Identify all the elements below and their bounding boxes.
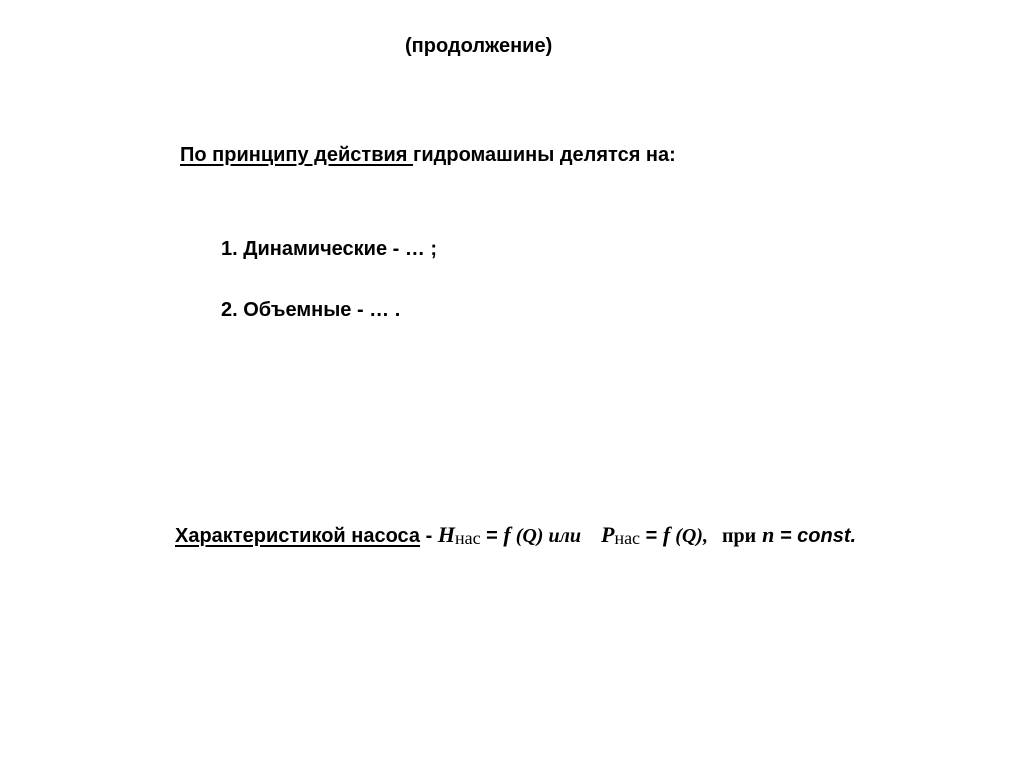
subscript-nas-1: нас	[454, 528, 481, 548]
intro-sentence	[180, 143, 676, 167]
argument-1: (Q) или	[510, 525, 581, 547]
equals-1: =	[480, 525, 504, 547]
intro-text: гидромашины делятся на:	[413, 144, 676, 166]
pump-characteristic-formula	[175, 523, 856, 548]
intro-underlined-text: По принципу действия	[180, 144, 414, 166]
symbol-H: H	[437, 522, 455, 547]
function-f-2: f	[662, 522, 671, 547]
list-item-dynamic: 1. Динамические - … ;	[221, 238, 438, 260]
formula-tail: = const.	[774, 525, 857, 547]
symbol-n: n	[762, 522, 775, 547]
symbol-P: P	[600, 522, 615, 547]
list-item-volumetric: 2. Объемные - … .	[221, 299, 401, 321]
formula-dash: -	[420, 525, 438, 547]
formula-term: Характеристикой насоса	[175, 525, 421, 547]
subscript-nas-2: нас	[614, 528, 641, 548]
word-pri: при	[721, 525, 757, 547]
function-f-1: f	[503, 522, 511, 547]
slide-title: (продолжение)	[405, 35, 553, 57]
equals-2: =	[640, 525, 663, 547]
argument-2: (Q),	[670, 525, 708, 547]
